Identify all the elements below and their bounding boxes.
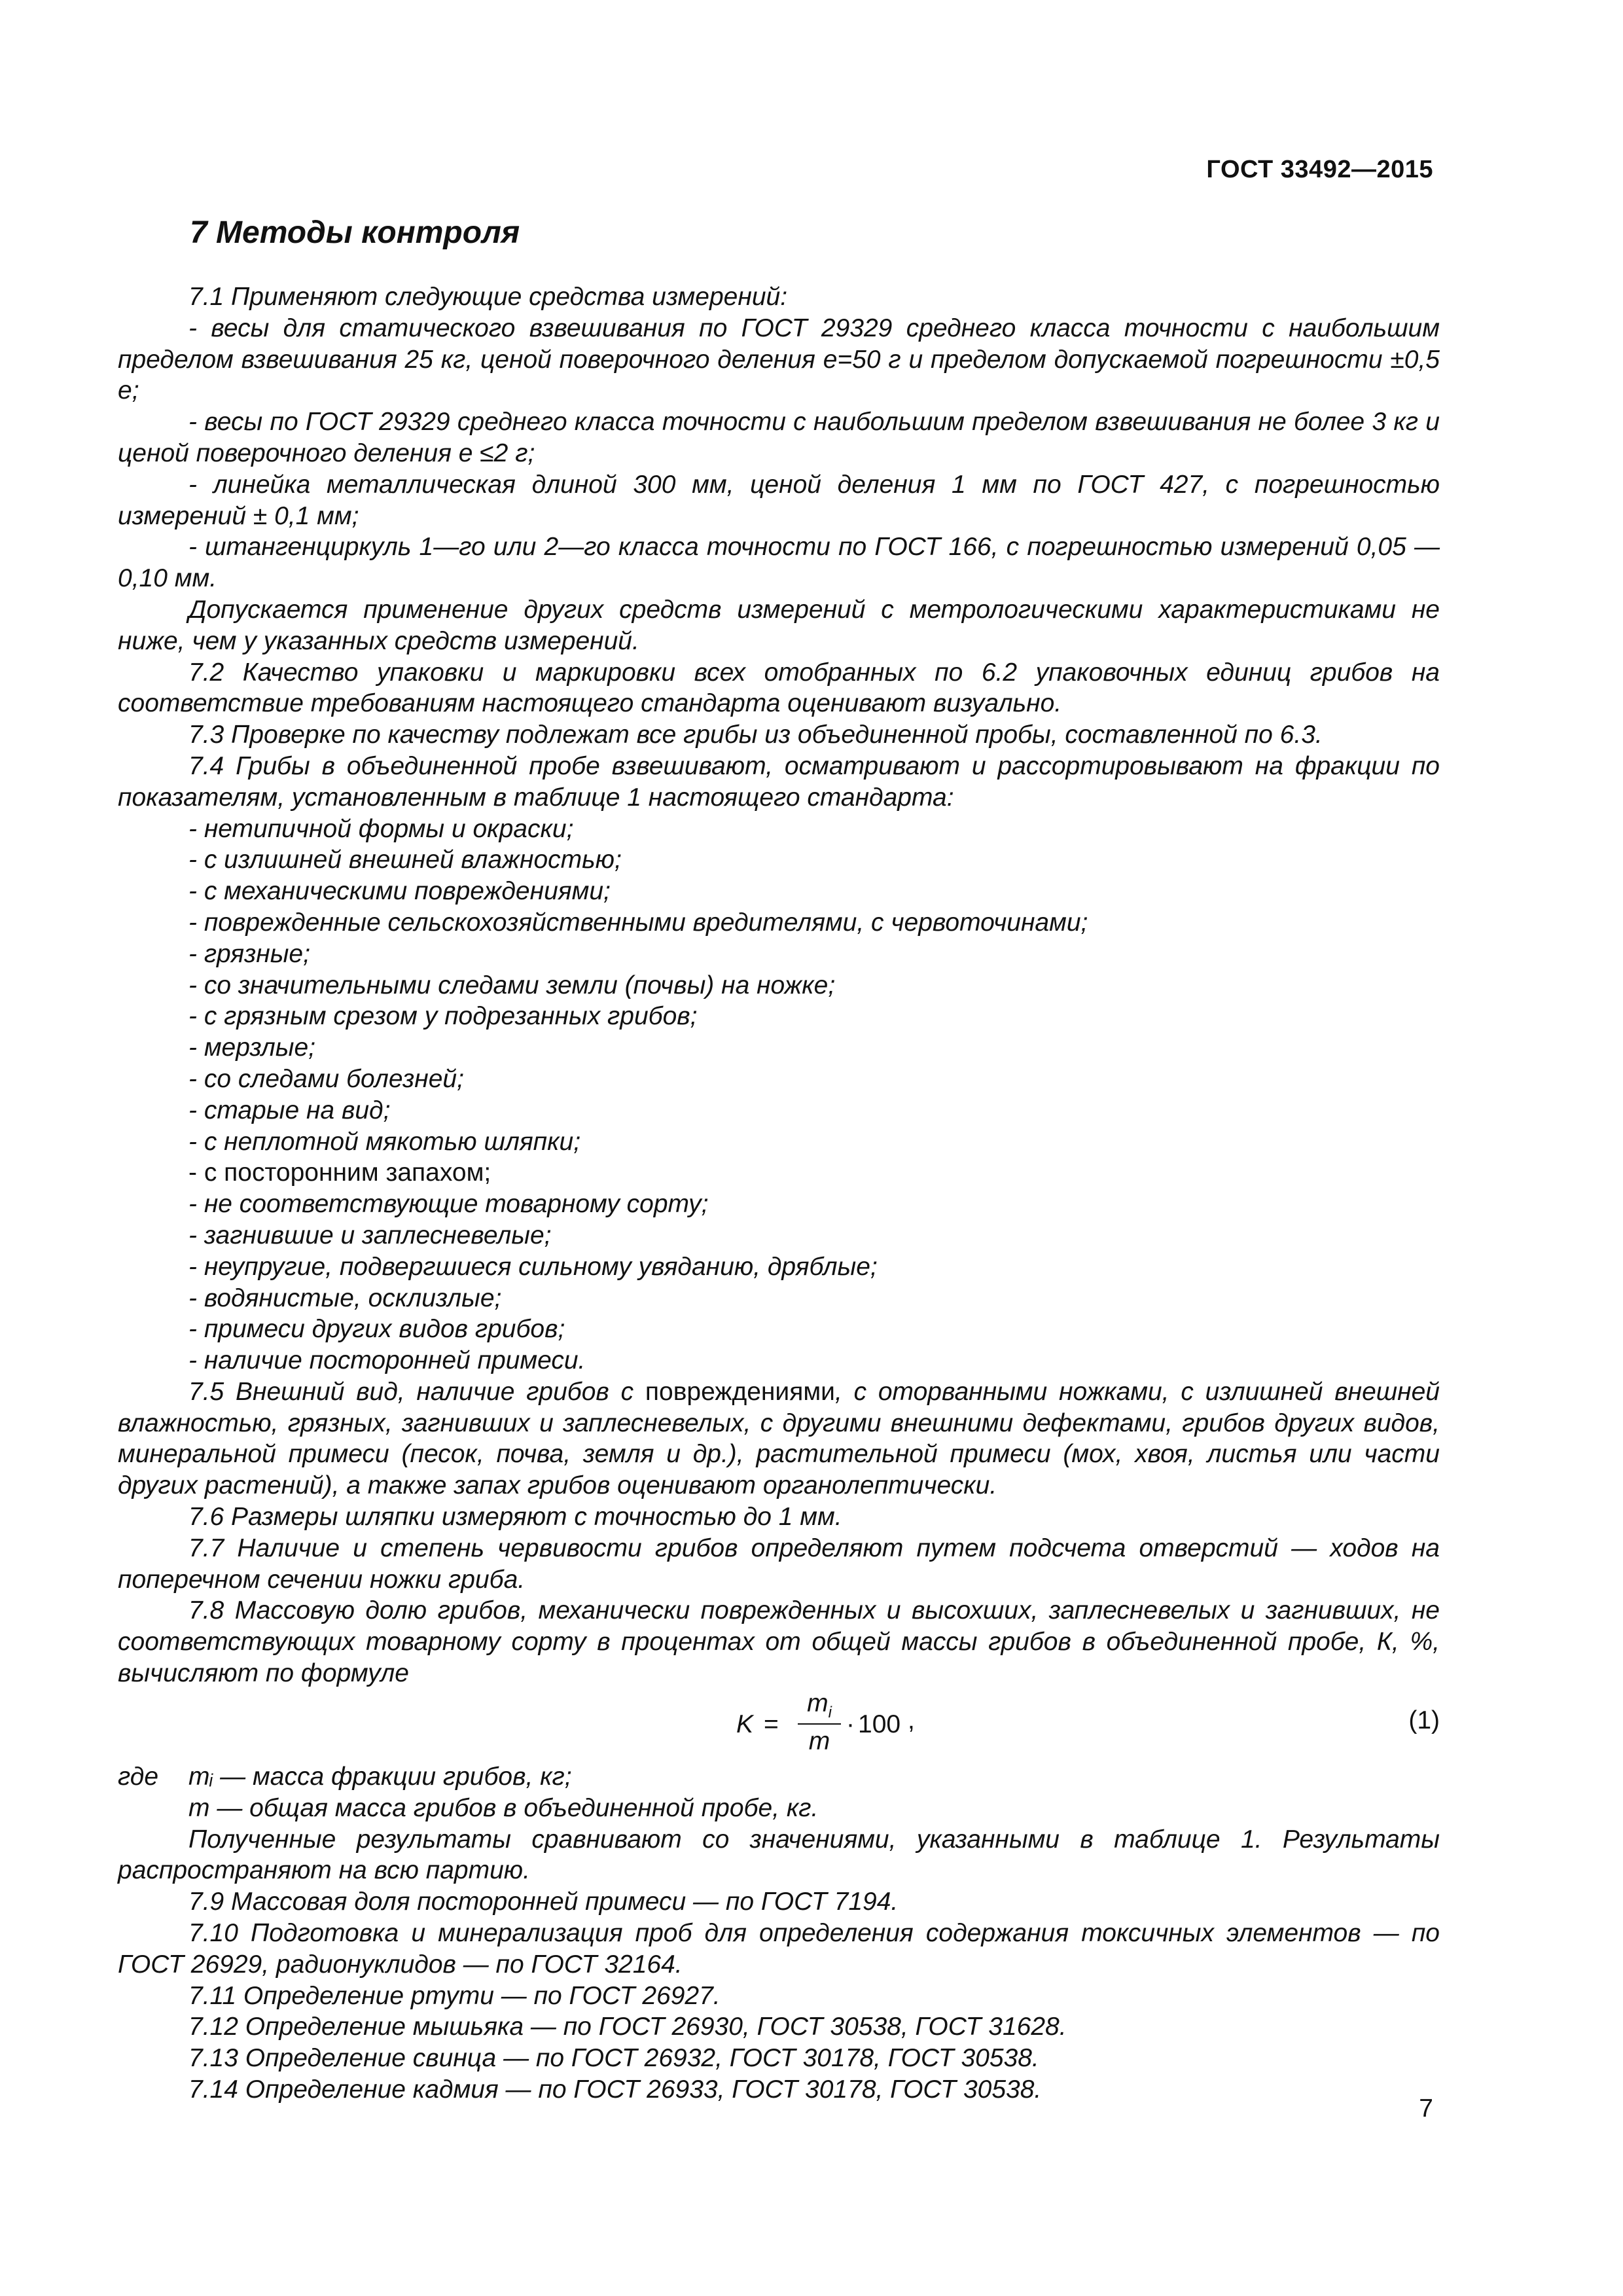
formula-numerator-symbol: m [807, 1689, 829, 1717]
paragraph-7-13: 7.13 Определение свинца — по ГОСТ 26932, ГОСТ 30178, ГОСТ 30538. [188, 2044, 1039, 2073]
list-item: - наличие посторонней примеси. [188, 1346, 586, 1375]
paragraph-7-9: 7.9 Массовая доля посторонней примеси — по ГОСТ 7194. [188, 1888, 899, 1916]
instrument-item-scales: - весы по ГОСТ 29329 среднего класса точности с наибольшим пределом взвешивания не более 3 кг и ценой поверочного деления е ≤2 г; [118, 408, 1440, 467]
results-paragraph: Полученные результаты сравнивают со значениями, указанными в таблице 1. Результаты распространяют на всю партию. [118, 1825, 1440, 1885]
formula-equals: = [764, 1710, 779, 1738]
list-item: - с посторонним запахом; [188, 1158, 491, 1187]
formula-number: (1) [1408, 1706, 1440, 1734]
document-body [118, 281, 1440, 2106]
paragraph-7-1-note: Допускается применение других средств измерений с метрологическими характеристиками не ниже, чем у указанных средств измерений. [118, 595, 1440, 655]
list-item: - с излишней внешней влажностью; [188, 846, 622, 874]
where-label: где [118, 1762, 159, 1791]
list-item: - грязные; [188, 939, 310, 968]
list-item: - с грязным срезом у подрезанных грибов; [188, 1002, 698, 1031]
instrument-item-ruler: - линейка металлическая длиной 300 мм, ценой деления 1 мм по ГОСТ 427, с погрешностью измерений ± 0,1 мм; [118, 470, 1440, 530]
paragraph-7-3: 7.3 Проверке по качеству подлежат все грибы из объединенной пробы, составленной по 6.3. [188, 721, 1323, 749]
formula-where-row [118, 1761, 1440, 1793]
paragraph-7-8: 7.8 Массовую долю грибов, механически поврежденных и высохших, заплесневелых и загнивших, не соответствующих товарному сорту в процентах от общей массы грибов в объединенной пробе, К, %, вычисляют по формуле [118, 1596, 1440, 1688]
document-header: ГОСТ 33492—2015 [1206, 156, 1433, 183]
where-m-definition: m — общая масса грибов в объединенной пробе, кг. [188, 1793, 819, 1822]
paragraph-7-5-upright: повреждениями [645, 1377, 835, 1406]
section-title: 7 Методы контроля [190, 215, 520, 250]
list-item: - загнившие и заплесневелые; [188, 1221, 552, 1249]
paragraph-7-5-end: , с оторванными ножками, с излишней внешней влажностью, грязных, загнивших и заплесневелых, с другими внешними дефектами, грибов других видов, минеральной примеси (песок, почва, земля и др.), растительной примеси (мох, хвоя, листья или части других растений), а также запах грибов оценивают органолептически. [118, 1377, 1440, 1500]
paragraph-7-5-start: 7.5 Внешний вид, наличие грибов с [188, 1377, 645, 1406]
instrument-item-caliper: - штангенциркуль 1—го или 2—го класса точности по ГОСТ 166, с погрешностью измерений 0,05 — 0,10 мм. [118, 533, 1440, 593]
page-number: 7 [1419, 2094, 1433, 2123]
list-item: - со следами болезней; [188, 1064, 464, 1093]
paragraph-7-6: 7.6 Размеры шляпки измеряют с точностью до 1 мм. [188, 1503, 842, 1532]
where-mi-definition: mᵢ — масса фракции грибов, кг; [188, 1762, 572, 1791]
fraction-bar [798, 1723, 841, 1725]
formula-lhs: K [736, 1710, 754, 1738]
list-item: - мерзлые; [188, 1033, 315, 1062]
paragraph-7-1: 7.1 Применяют следующие средства измерений: [188, 283, 788, 311]
formula-multiply: · [846, 1710, 855, 1738]
paragraph-7-11: 7.11 Определение ртути — по ГОСТ 26927. [188, 1981, 721, 2010]
list-item: - нетипичной формы и окраски; [188, 814, 574, 843]
list-item: - неупругие, подвергшиеся сильному увяданию, дряблые; [188, 1252, 878, 1281]
list-item: - поврежденные сельскохозяйственными вредителями, с червоточинами; [188, 908, 1088, 937]
paragraph-7-2: 7.2 Качество упаковки и маркировки всех отобранных по 6.2 упаковочных единиц грибов на соответствие требованиям настоящего стандарта оценивают визуально. [118, 658, 1440, 718]
list-item: - со значительными следами земли (почвы) на ножке; [188, 971, 836, 999]
formula-numerator-subscript: i [828, 1703, 832, 1721]
list-item: - примеси других видов грибов; [188, 1315, 565, 1344]
formula-denominator: m [808, 1727, 830, 1755]
formula-factor: 100 [858, 1710, 901, 1738]
formula-1 [118, 1689, 1440, 1757]
paragraph-7-5 [118, 1376, 1440, 1501]
list-item: - не соответствующие товарному сорту; [188, 1190, 709, 1219]
list-item: - с механическими повреждениями; [188, 877, 611, 906]
paragraph-7-7: 7.7 Наличие и степень червивости грибов определяют путем подсчета отверстий — ходов на поперечном сечении ножки гриба. [118, 1534, 1440, 1594]
list-item: - водянистые, осклизлые; [188, 1283, 502, 1312]
list-item: - с неплотной мякотью шляпки; [188, 1127, 581, 1156]
formula-comma: , [908, 1706, 915, 1734]
paragraph-7-12: 7.12 Определение мышьяка — по ГОСТ 26930, ГОСТ 30538, ГОСТ 31628. [188, 2013, 1067, 2041]
list-item: - старые на вид; [188, 1096, 391, 1124]
paragraph-7-10: 7.10 Подготовка и минерализация проб для определения содержания токсичных элементов — по ГОСТ 26929, радионуклидов — по ГОСТ 32164. [118, 1919, 1440, 1979]
paragraph-7-4: 7.4 Грибы в объединенной пробе взвешивают, осматривают и рассортировывают на фракции по показателям, установленным в таблице 1 настоящего стандарта: [118, 751, 1440, 812]
paragraph-7-14: 7.14 Определение кадмия — по ГОСТ 26933, ГОСТ 30178, ГОСТ 30538. [188, 2075, 1042, 2104]
instrument-item-scales-static: - весы для статического взвешивания по ГОСТ 29329 среднего класса точности с наибольшим пределом взвешивания 25 кг, ценой поверочного деления е=50 г и пределом допускаемой погрешности ±0,5 е; [118, 314, 1440, 405]
formula-numerator [796, 1688, 842, 1729]
